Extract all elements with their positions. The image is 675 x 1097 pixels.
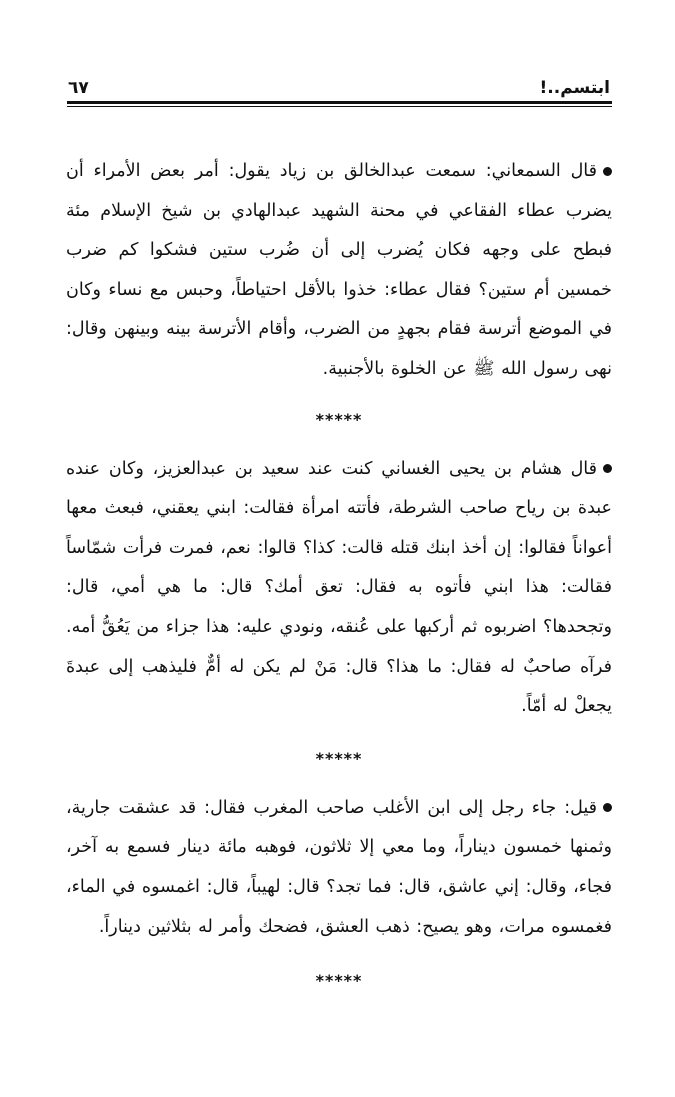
page-header (68, 78, 610, 98)
page-number: ٦٧ (68, 78, 89, 98)
bullet-icon (603, 167, 612, 176)
anecdote-paragraph (66, 789, 612, 947)
section-separator: ***** (315, 971, 363, 991)
running-title: ابتسم..! (539, 78, 610, 98)
bullet-icon (603, 803, 612, 812)
section-separator: ***** (315, 409, 363, 429)
section-separator: ***** (315, 748, 363, 768)
header-rule-thin (67, 106, 612, 107)
anecdote-paragraph (66, 450, 612, 727)
paragraph-text: قال هشام بن يحيى الغساني كنت عند سعيد بن عبدالعزيز، وكان عنده عبدة بن رياح صاحب الشرطة، فأتته امرأة فقالت: ابني يعقني، فبعث معها أعواناً فقالوا: إن أخذ ابنك قتله قالت: كذا؟ قالوا: نعم، فمرت فرأت شمّاساً فقالت: هذا ابني فأتوه به فقال: تعق أمك؟ قال: ما هي أمي، قال: وتجحدها؟ اضربوه ثم أركبها على عُنقه، ونودي عليه: هذا جزاء من يَعُقُّ أمه. فرآه صاحبٌ له فقال: ما هذا؟ قال: مَنْ لم يكن له أمٌّ فليذهب إلى عبدةَ يجعلْ له أمّاً. (66, 458, 612, 717)
bullet-icon (603, 464, 612, 473)
paragraph-text: قال السمعاني: سمعت عبدالخالق بن زياد يقول: أمر بعض الأمراء أن يضرب عطاء الفقاعي في محنة الشهيد عبدالهادي بن شيخ الإسلام مئة فبطح على وجهه فكان يُضرب إلى أن ضُرب ستين فشكوا كم ضرب خمسين أم ستين؟ فقال عطاء: خذوا بالأقل احتياطاً، وحبس مع نساء وكان في الموضع أترسة فقام بجهدٍ من الضرب، وأقام الأترسة بينه وبينهن وقال: نهى رسول الله ﷺ عن الخلوة بالأجنبية. (66, 161, 612, 379)
paragraph-text: قيل: جاء رجل إلى ابن الأغلب صاحب المغرب فقال: قد عشقت جارية، وثمنها خمسون ديناراً، وما معي إلا ثلاثون، فوهبه مائة دينار فسمع به آخر، فجاء، وقال: إني عاشق، قال: فما تجد؟ قال: لهيباً، قال: اغمسوه في الماء، فغمسوه مرات، وهو يصيح: ذهب العشق، فضحك وأمر له بثلاثين ديناراً. (66, 797, 612, 937)
header-rule-thick (67, 101, 612, 104)
page-content (66, 152, 612, 991)
anecdote-paragraph (66, 152, 612, 390)
